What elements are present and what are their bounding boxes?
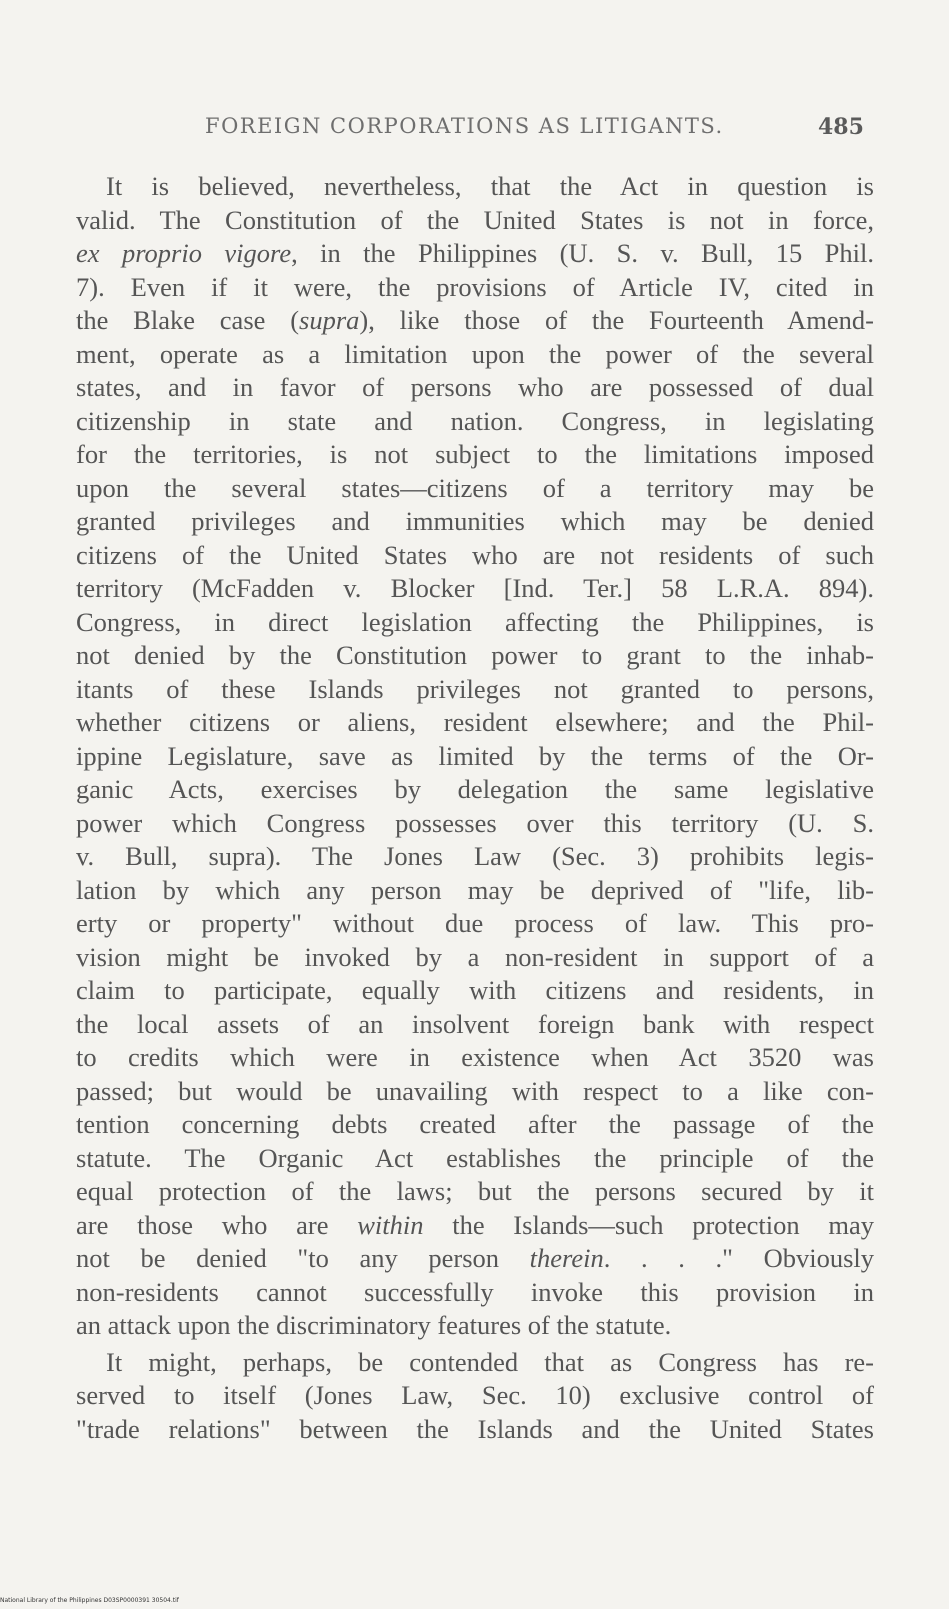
paragraph [76,170,874,1343]
italic-text: therein [529,1243,604,1273]
text-line [76,1209,874,1243]
text-line: tention concerning debts created after the passage of the [76,1109,874,1139]
text-line [76,237,874,271]
text-line [76,304,874,338]
running-header: FOREIGN CORPORATIONS AS LITIGANTS. [205,114,724,138]
text-line: upon the several states—citizens of a territory may be [76,472,874,503]
text-line: lation by which any person may be deprived of "life, lib- [76,874,874,905]
text-line: for the territories, is not subject to the limitations imposed [76,439,874,469]
text-line: It might, perhaps, be contended that as Congress has re- [106,1346,874,1377]
text-fragment: . . . ." Obviously [603,1243,874,1273]
text-line: to credits which were in existence when Act 3520 was [76,1042,874,1072]
text-line: erty or property" without due process of law. This pro- [76,908,874,938]
text-line [76,1242,874,1276]
text-line: citizens of the United States who are not residents of such [76,539,874,570]
text-line: "trade relations" between the Islands and the United States [76,1413,874,1444]
text-line: not denied by the Constitution power to grant to the inhab- [76,640,874,670]
text-fragment: , in the Philippines (U. S. v. Bull, 15 Phil. [291,238,874,268]
text-line: passed; but would be unavailing with respect to a like con- [76,1075,874,1106]
text-line: vision might be invoked by a non-resident in support of a [76,941,874,972]
text-line: It is believed, nevertheless, that the Act in question is [106,171,874,201]
text-fragment: the Islands—such protection may [423,1209,874,1240]
italic-text: supra [299,305,360,335]
paragraph [76,1346,874,1447]
text-line: citizenship in state and nation. Congress, in legislating [76,405,874,436]
text-fragment: ), like those of the Fourteenth Amend- [359,305,874,335]
text-line: whether citizens or aliens, resident elsewhere; and the Phil- [76,707,874,737]
text-line: v. Bull, supra). The Jones Law (Sec. 3) prohibits legis- [76,841,874,871]
page-body [76,170,874,1446]
text-line: states, and in favor of persons who are possessed of dual [76,372,874,402]
text-line: 7). Even if it were, the provisions of Article IV, cited in [76,271,874,302]
text-line: ganic Acts, exercises by delegation the same legislative [76,774,874,804]
text-line: claim to participate, equally with citizens and residents, in [76,975,874,1005]
text-line: statute. The Organic Act establishes the principle of the [76,1142,874,1173]
text-line: the local assets of an insolvent foreign bank with respect [76,1008,874,1039]
text-line: power which Congress possesses over this territory (U. S. [76,807,874,838]
text-line: equal protection of the laws; but the persons secured by it [76,1176,874,1206]
italic-text: ex proprio vigore [76,238,292,268]
page-number: 485 [818,114,864,140]
text-line: Congress, in direct legislation affecting the Philippines, is [76,606,874,637]
text-fragment: are those who are [76,1209,358,1240]
text-fragment: not be denied "to any person [76,1243,530,1273]
scan-footer: National Library of the Philippines D03SP0000391 30504.tif [0,1597,179,1604]
text-line: ment, operate as a limitation upon the power of the several [76,338,874,369]
text-line: an attack upon the discriminatory features of the statute. [76,1310,672,1340]
text-line: ippine Legislature, save as limited by the terms of the Or- [76,740,874,771]
text-fragment: the Blake case ( [76,305,300,335]
text-line: territory (McFadden v. Blocker [Ind. Ter.] 58 L.R.A. 894). [76,573,874,603]
italic-text: within [357,1209,424,1240]
text-line: granted privileges and immunities which may be denied [76,506,874,536]
text-line: valid. The Constitution of the United States is not in force, [76,204,874,235]
text-line: served to itself (Jones Law, Sec. 10) exclusive control of [76,1380,874,1410]
text-line: itants of these Islands privileges not granted to persons, [76,673,874,704]
text-line: non-residents cannot successfully invoke this provision in [76,1276,874,1307]
